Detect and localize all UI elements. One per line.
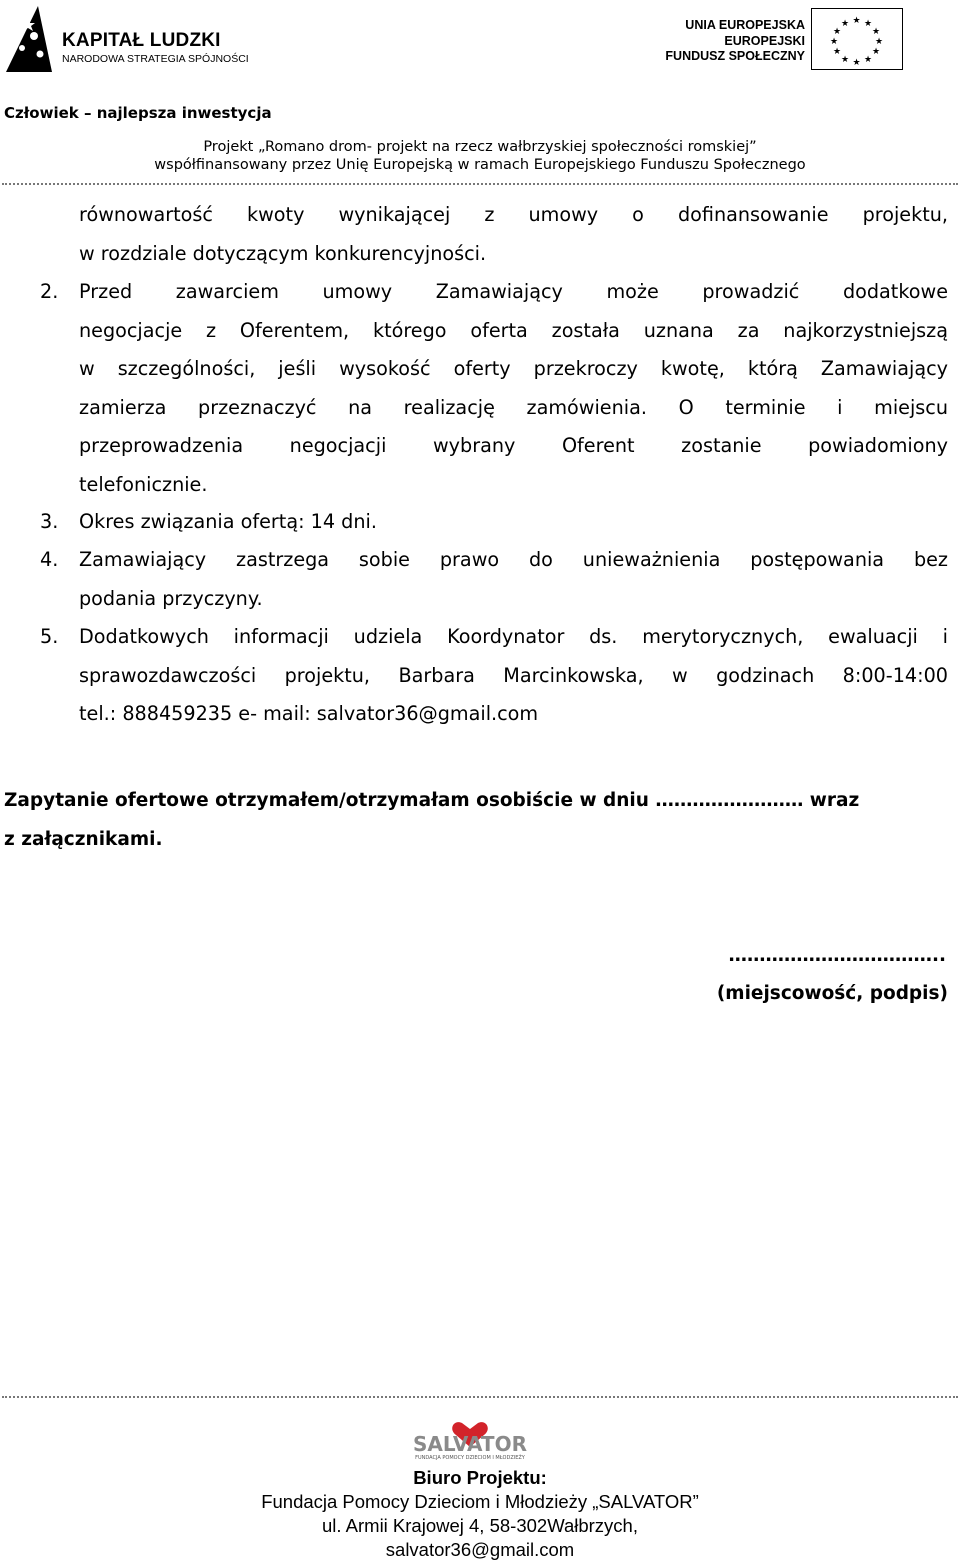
slogan: Człowiek – najlepsza inwestycja (4, 104, 272, 122)
svg-text:★: ★ (852, 58, 861, 68)
text-line: negocjacje z Oferentem, którego oferta została uznana za najkorzystniejszą (79, 318, 948, 342)
footer-organization: Fundacja Pomocy Dzieciom i Młodzieży „SALVATOR” (261, 1491, 699, 1512)
list-item-number: 5. (40, 625, 59, 648)
footer-email: salvator36@gmail.com (385, 1539, 575, 1560)
text-line: Przed zawarciem umowy Zamawiający może prowadzić dodatkowe (79, 280, 948, 303)
footer-divider (2, 1396, 958, 1398)
svg-text:★: ★ (863, 55, 873, 65)
signature-label: (miejscowość, podpis) (716, 983, 948, 1004)
footer-office: Biuro Projektu: (413, 1467, 547, 1488)
text-line: Okres związania ofertą: 14 dni. (79, 510, 377, 533)
svg-text:★: ★ (852, 16, 861, 26)
salvator-logo-text: SALVATOR (413, 1432, 527, 1456)
eu-flag-icon (811, 8, 903, 70)
eu-logo-line1: UNIA EUROPEJSKA (685, 18, 805, 32)
text-line: sprawozdawczości projektu, Barbara Marcinkowska, w godzinach 8:00-14:00 (79, 663, 948, 687)
kapital-ludzki-title: KAPITAŁ LUDZKI (62, 30, 221, 51)
list-item-number: 2. (40, 280, 59, 303)
continuation-paragraph (79, 196, 948, 273)
svg-text:★: ★ (829, 37, 839, 47)
list-item (79, 503, 948, 542)
signature-dots: …………………………….. (728, 945, 946, 966)
receipt-line: Zapytanie ofertowe otrzymałem/otrzymałam osobiście w dniu …………………… wraz (4, 790, 860, 811)
header-divider (2, 183, 958, 185)
text-line: Zamawiający zastrzega sobie prawo do unieważnienia postępowania bez (79, 548, 948, 571)
svg-text:★: ★ (871, 27, 881, 37)
text-line: podania przyczyny. (79, 586, 263, 610)
eu-logo-line2: EUROPEJSKI (724, 33, 805, 48)
svg-text:★: ★ (832, 27, 842, 37)
svg-text:★: ★ (863, 19, 873, 29)
text-line: w szczególności, jeśli wysokość oferty przekroczy kwotę, którą Zamawiający (79, 357, 948, 380)
svg-text:★: ★ (832, 47, 842, 57)
svg-text:★: ★ (840, 19, 850, 29)
text-line: w rozdziale dotyczącym konkurencyjności. (79, 241, 487, 265)
svg-text:★: ★ (874, 37, 884, 47)
project-title-line: Projekt „Romano drom- projekt na rzecz wałbrzyskiej społeczności romskiej” (203, 139, 757, 155)
svg-text:★: ★ (840, 55, 850, 65)
list-item (79, 541, 948, 618)
text-line: telefonicznie. (79, 472, 208, 496)
list-item (79, 618, 948, 734)
list-item-number: 4. (40, 548, 59, 571)
eu-logo-text (665, 18, 805, 65)
kapital-ludzki-emblem-icon (4, 4, 56, 76)
text-line: przeprowadzenia negocjacji wybrany Oferent zostanie powiadomiony (79, 434, 948, 457)
svg-text:★: ★ (871, 47, 881, 57)
text-line: zamierza przeznaczyć na realizację zamówienia. O terminie i miejscu (79, 395, 948, 419)
salvator-heart-icon (390, 1421, 550, 1461)
footer-address: ul. Armii Krajowej 4, 58-302Wałbrzych, (322, 1515, 638, 1536)
text-line: równowartość kwoty wynikającej z umowy o dofinansowanie projektu, (79, 203, 948, 226)
salvator-logo-subtitle: FUNDACJA POMOCY DZIECIOM I MŁODZIEŻY (415, 1455, 525, 1461)
text-line: tel.: 888459235 e- mail: salvator36@gmail.com (79, 702, 539, 725)
receipt-line: z załącznikami. (4, 829, 163, 850)
kapital-ludzki-logo (4, 4, 249, 76)
eu-logo-line3: FUNDUSZ SPOŁECZNY (665, 49, 805, 63)
list-item (79, 273, 948, 504)
list-item-number: 3. (40, 510, 59, 533)
text-line: Dodatkowych informacji udziela Koordynator ds. merytorycznych, ewaluacji i (79, 625, 948, 648)
kapital-ludzki-subtitle: NARODOWA STRATEGIA SPÓJNOŚCI (62, 53, 249, 65)
project-funding-line: współfinansowany przez Unię Europejską w ramach Europejskiego Funduszu Społecznego (154, 157, 806, 173)
eu-social-fund-logo (665, 8, 907, 74)
salvator-logo (390, 1421, 550, 1461)
